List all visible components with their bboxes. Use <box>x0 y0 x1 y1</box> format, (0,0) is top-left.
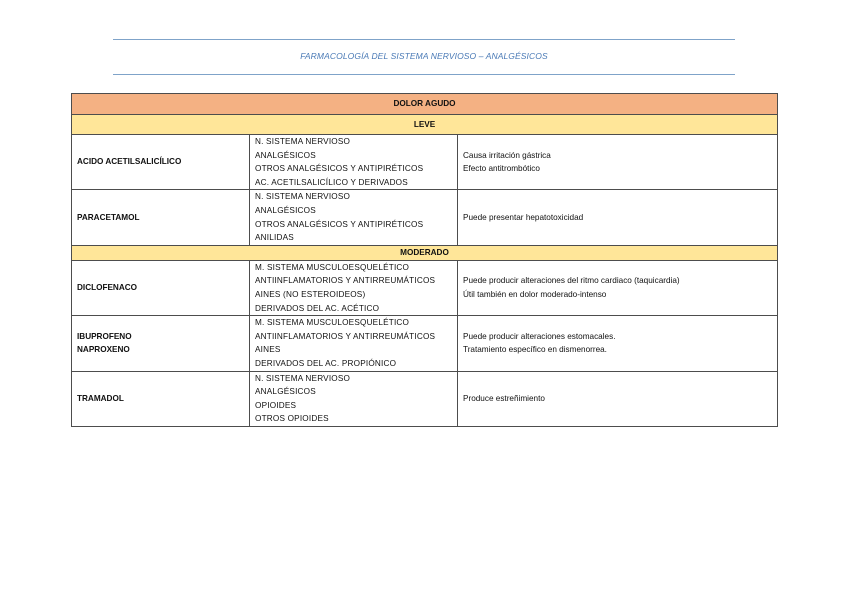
note-line: Puede producir alteraciones del ritmo cardiaco (taquicardia) <box>463 276 680 286</box>
classification-cell <box>250 260 458 315</box>
classification-line: M. SISTEMA MUSCULOESQUELÉTICO <box>255 318 410 328</box>
classification-cell <box>250 371 458 426</box>
drug-name-cell <box>72 371 250 426</box>
table-row <box>72 135 778 190</box>
table-title-row <box>72 94 778 115</box>
header-top-rule <box>113 39 735 40</box>
classification-line: AC. ACETILSALICÍLICO Y DERIVADOS <box>255 177 408 187</box>
drug-name: IBUPROFENO <box>77 331 132 341</box>
table-row <box>72 371 778 426</box>
page-header-title: FARMACOLOGÍA DEL SISTEMA NERVIOSO – ANALGÉSICOS <box>300 51 548 61</box>
table-row <box>72 316 778 371</box>
classification-line: AINES <box>255 345 281 355</box>
drug-name: ACIDO ACETILSALICÍLICO <box>77 157 182 167</box>
drug-name-cell <box>72 190 250 245</box>
classification-cell <box>250 190 458 245</box>
note-line: Tratamiento específico en dismenorrea. <box>463 345 607 355</box>
drug-name-cell <box>72 135 250 190</box>
note-line: Útil también en dolor moderado-intenso <box>463 289 607 299</box>
classification-line: N. SISTEMA NERVIOSO <box>255 192 351 202</box>
classification-line: AINES (NO ESTEROIDEOS) <box>255 289 366 299</box>
table-title: DOLOR AGUDO <box>72 94 778 115</box>
notes-cell <box>458 371 778 426</box>
header-bottom-rule <box>113 74 735 75</box>
classification-line: N. SISTEMA NERVIOSO <box>255 137 351 146</box>
classification-line: OTROS OPIOIDES <box>255 414 329 424</box>
drug-name: TRAMADOL <box>77 393 124 403</box>
note-line: Puede presentar hepatotoxicidad <box>463 212 584 222</box>
drug-name: PARACETAMOL <box>77 212 140 222</box>
note-line: Produce estreñimiento <box>463 393 545 403</box>
classification-line: M. SISTEMA MUSCULOESQUELÉTICO <box>255 262 410 272</box>
analgesics-table <box>71 93 778 427</box>
drug-name: DICLOFENACO <box>77 283 138 293</box>
note-line: Causa irritación gástrica <box>463 150 551 160</box>
drug-name-cell <box>72 316 250 371</box>
classification-line: ANALGÉSICOS <box>255 387 316 397</box>
table-row <box>72 260 778 315</box>
classification-line: ANALGÉSICOS <box>255 150 316 160</box>
drug-name: NAPROXENO <box>77 345 130 355</box>
classification-line: OTROS ANALGÉSICOS Y ANTIPIRÉTICOS <box>255 164 424 174</box>
classification-line: ANTIINFLAMATORIOS Y ANTIRREUMÁTICOS <box>255 331 436 341</box>
classification-line: OPIOIDES <box>255 400 297 410</box>
notes-cell <box>458 135 778 190</box>
classification-line: OTROS ANALGÉSICOS Y ANTIPIRÉTICOS <box>255 219 424 229</box>
note-line: Efecto antitrombótico <box>463 164 540 174</box>
classification-cell <box>250 316 458 371</box>
classification-line: DERIVADOS DEL AC. PROPIÓNICO <box>255 358 397 368</box>
section-leve-label: LEVE <box>72 115 778 135</box>
classification-cell <box>250 135 458 190</box>
table-row <box>72 190 778 245</box>
section-moderado-label: MODERADO <box>72 245 778 260</box>
section-header-row <box>72 245 778 260</box>
notes-cell <box>458 190 778 245</box>
classification-line: N. SISTEMA NERVIOSO <box>255 373 351 383</box>
drug-name-cell <box>72 260 250 315</box>
classification-line: DERIVADOS DEL AC. ACÉTICO <box>255 303 380 313</box>
notes-cell <box>458 316 778 371</box>
note-line: Puede producir alteraciones estomacales. <box>463 331 616 341</box>
classification-line: ANILIDAS <box>255 233 294 243</box>
notes-cell <box>458 260 778 315</box>
classification-line: ANALGÉSICOS <box>255 205 316 215</box>
section-header-row <box>72 115 778 135</box>
classification-line: ANTIINFLAMATORIOS Y ANTIRREUMÁTICOS <box>255 276 436 286</box>
